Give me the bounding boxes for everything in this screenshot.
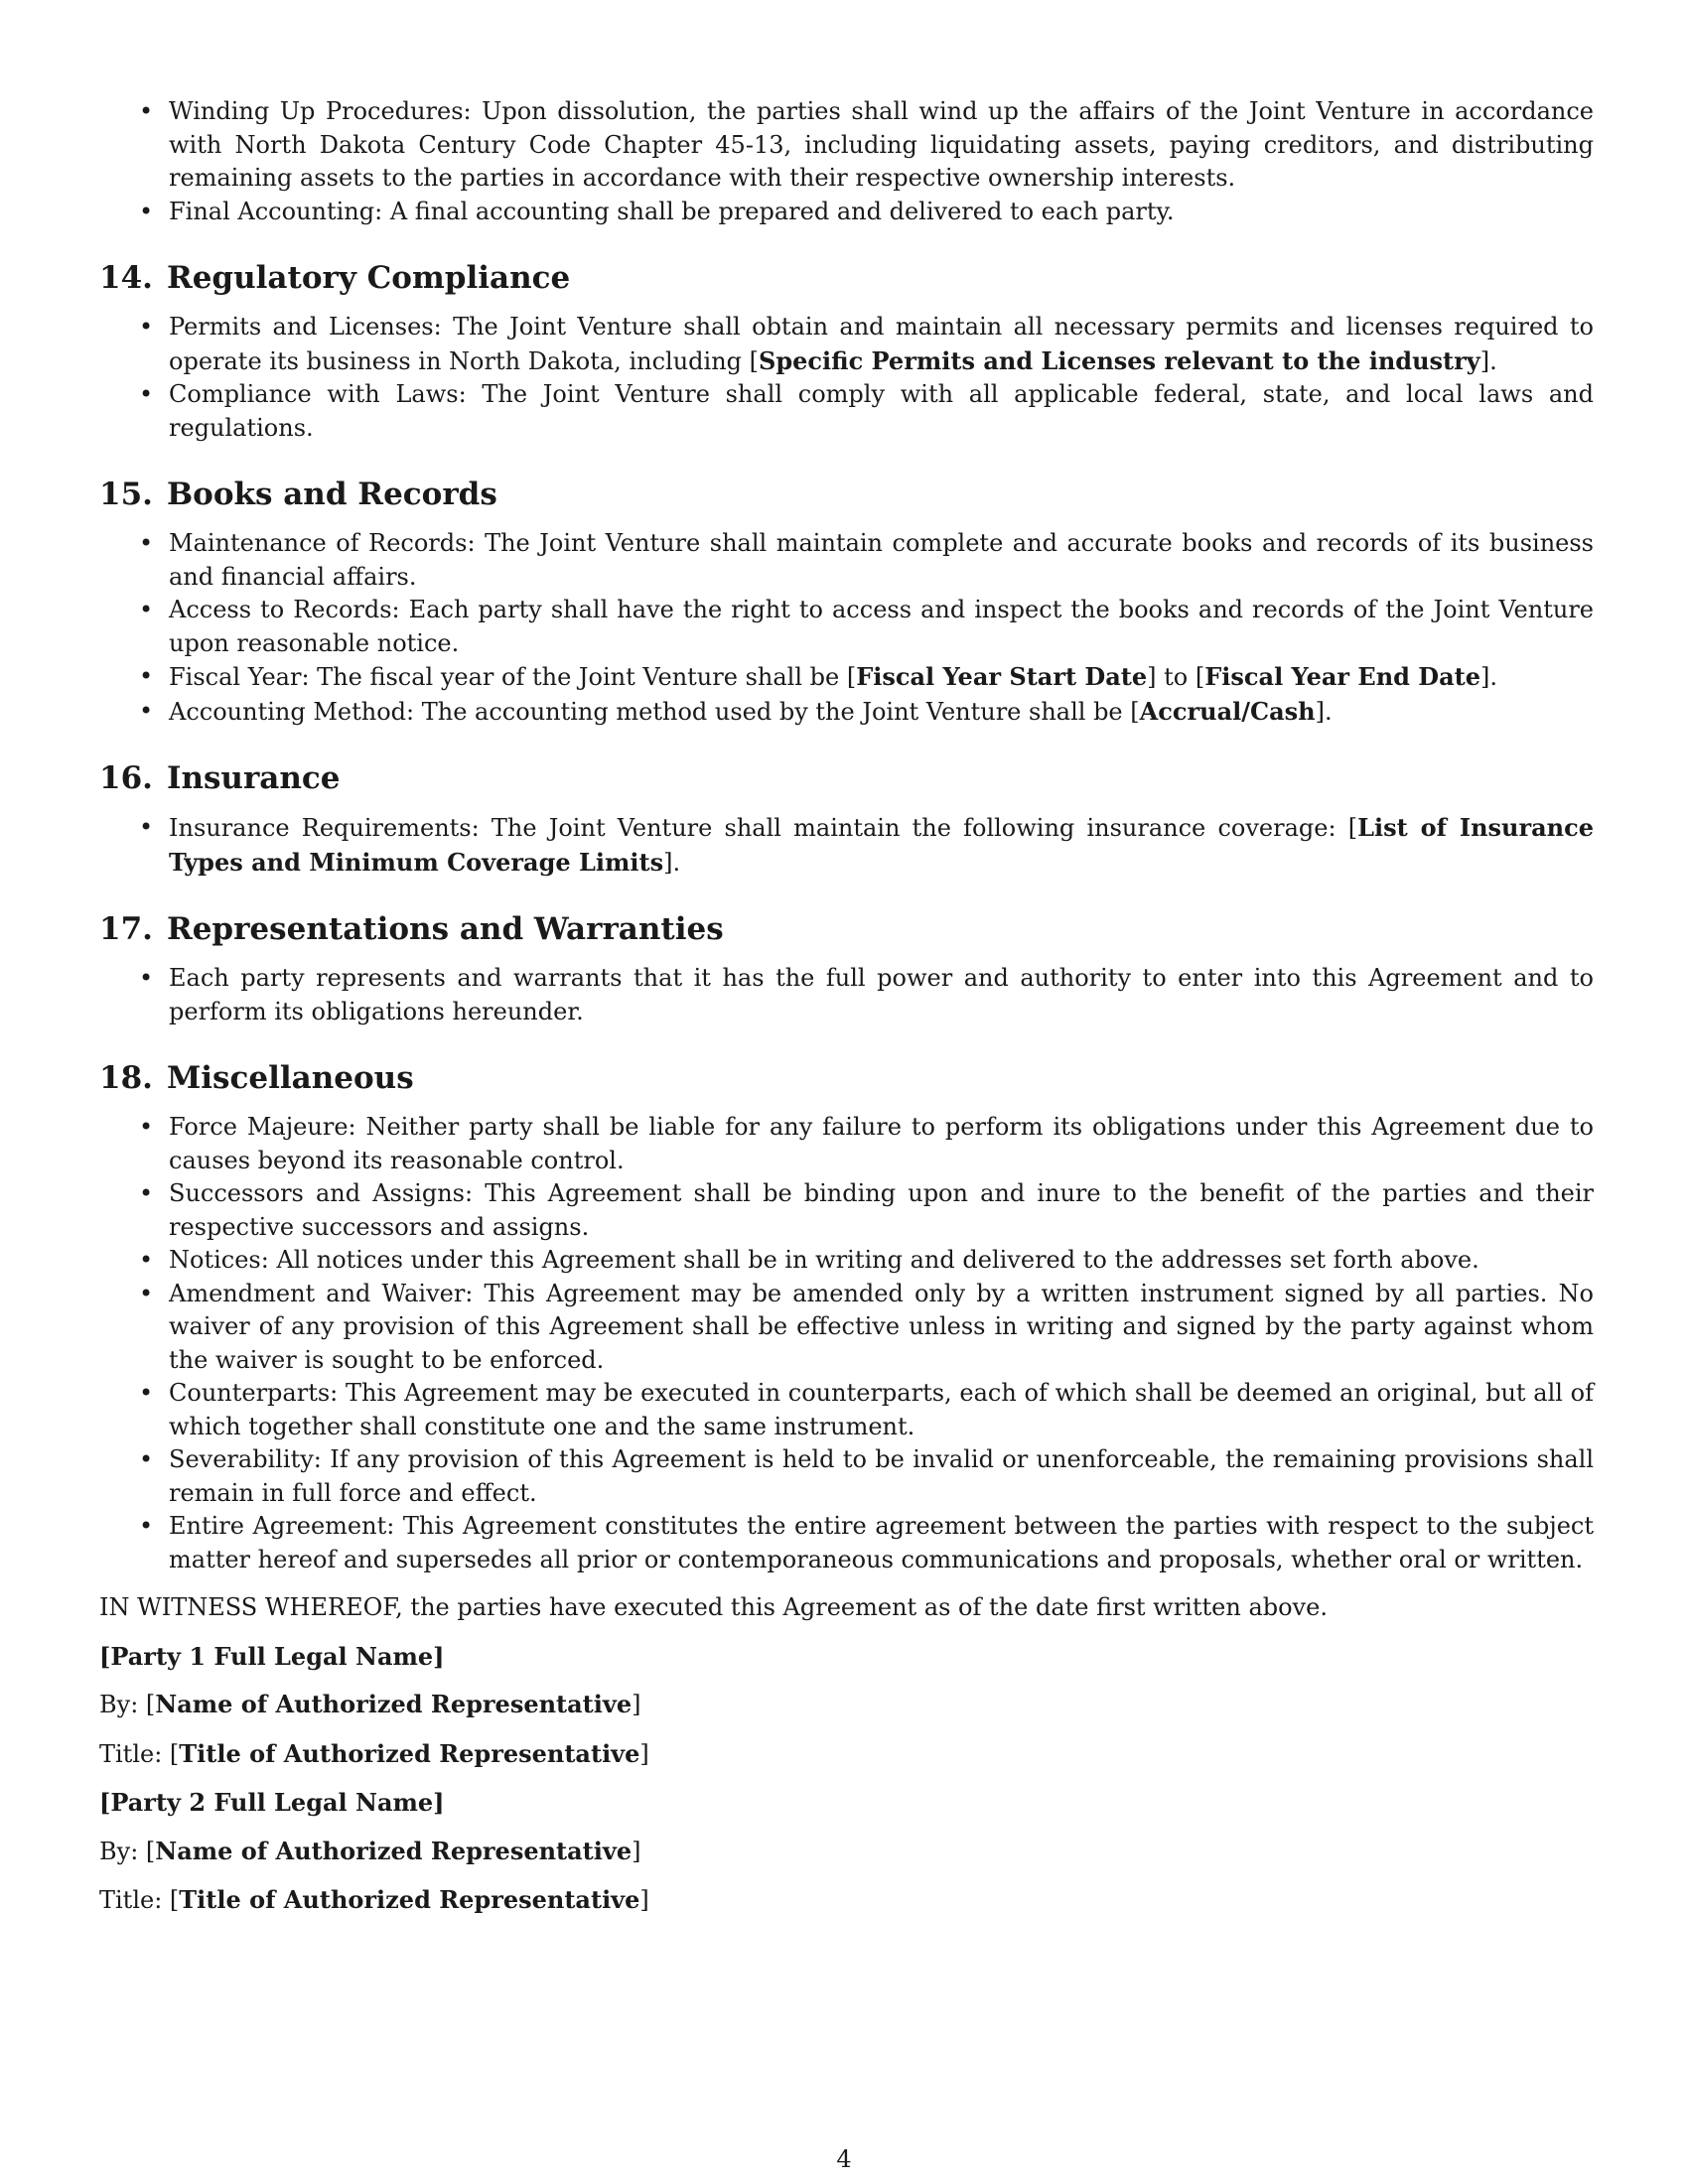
section-heading-insurance xyxy=(99,758,1594,798)
section-heading-books-records xyxy=(99,475,1594,514)
placeholder-rep-name: Name of Authorized Representative xyxy=(155,1836,633,1865)
winding-up-list xyxy=(99,95,1594,228)
bracket: ] xyxy=(632,1837,641,1865)
section-number: 16. xyxy=(99,760,153,796)
bracket: [ xyxy=(169,1739,180,1768)
party-1-by-line xyxy=(99,1688,1594,1722)
insurance-list xyxy=(99,811,1594,880)
list-item-access-records: • Access to Records: Each party shall have the right to access and inspect the books and records of the Joint Venture upon reasonable notice. xyxy=(99,594,1594,660)
list-item-severability: • Severability: If any provision of this Agreement is held to be invalid or unenforceable, the remaining provisions shall remain in full force and effect. xyxy=(99,1443,1594,1510)
party-2-title-line xyxy=(99,1883,1594,1918)
title-label: Title: xyxy=(99,1886,170,1914)
placeholder-fiscal-start: Fiscal Year Start Date xyxy=(856,662,1148,691)
list-item-successors-assigns: • Successors and Assigns: This Agreement shall be binding upon and inure to the benefit of the parties and their respective successors and assigns. xyxy=(99,1177,1594,1244)
item-text: Accounting Method: The accounting method used by the Joint Venture shall be [ xyxy=(169,697,1140,726)
placeholder-permits: Specific Permits and Licenses relevant to the industry xyxy=(759,345,1480,375)
section-heading-representations xyxy=(99,909,1594,949)
list-item-permits-licenses xyxy=(99,311,1594,378)
item-text: ]. xyxy=(1479,346,1497,375)
section-number: 18. xyxy=(99,1060,153,1096)
item-text: Fiscal Year: The fiscal year of the Joint Venture shall be [ xyxy=(169,663,857,691)
party-1-title-line xyxy=(99,1737,1594,1772)
item-text: Insurance Requirements: The Joint Venture shall maintain the following insurance coverage: [ xyxy=(169,814,1358,842)
bracket: [ xyxy=(169,1886,180,1914)
bracket: ] xyxy=(639,1886,649,1914)
placeholder-rep-name: Name of Authorized Representative xyxy=(155,1690,633,1718)
party-2-by-line xyxy=(99,1835,1594,1869)
list-item-force-majeure: • Force Majeure: Neither party shall be liable for any failure to perform its obligations under this Agreement due to causes beyond its reasonable control. xyxy=(99,1111,1594,1177)
list-item-notices: • Notices: All notices under this Agreement shall be in writing and delivered to the addresses set forth above. xyxy=(99,1244,1594,1278)
page-number: 4 xyxy=(836,2145,852,2173)
list-item-representations: • Each party represents and warrants that it has the full power and authority to enter into this Agreement and to perform its obligations hereunder. xyxy=(99,962,1594,1028)
list-item-insurance-requirements xyxy=(99,811,1594,880)
regulatory-compliance-list xyxy=(99,311,1594,445)
placeholder-accounting-method: Accrual/Cash xyxy=(1139,696,1316,726)
by-label: By: xyxy=(99,1837,146,1865)
placeholder-rep-title: Title of Authorized Representative xyxy=(179,1885,640,1914)
bracket: [ xyxy=(145,1837,156,1865)
list-item-fiscal-year xyxy=(99,660,1594,695)
list-item-winding-up: • Winding Up Procedures: Upon dissolution, the parties shall wind up the affairs of the Joint Venture in accordance with North Dakota Century Code Chapter 45-13, including liquidating assets, paying creditors, and distributing remaining assets to the parties in accordance with their respective ownership interests. xyxy=(99,95,1594,196)
by-label: By: xyxy=(99,1691,146,1718)
bracket: [ xyxy=(145,1691,156,1718)
item-text: ]. xyxy=(663,848,681,877)
witness-statement: IN WITNESS WHEREOF, the parties have executed this Agreement as of the date first written above. xyxy=(99,1593,1328,1621)
item-text: ]. xyxy=(1315,697,1333,726)
representations-list xyxy=(99,962,1594,1028)
section-title: Representations and Warranties xyxy=(166,911,724,947)
bracket: ] xyxy=(639,1739,649,1768)
placeholder-rep-title: Title of Authorized Representative xyxy=(179,1738,640,1768)
section-heading-miscellaneous xyxy=(99,1058,1594,1098)
list-item-maintenance-records: • Maintenance of Records: The Joint Venture shall maintain complete and accurate books and records of its business and financial affairs. xyxy=(99,527,1594,594)
item-text: ] to [ xyxy=(1147,663,1205,691)
title-label: Title: xyxy=(99,1739,170,1768)
list-item-accounting-method xyxy=(99,695,1594,730)
party-1-name: [Party 1 Full Legal Name] xyxy=(99,1641,445,1671)
item-text: ]. xyxy=(1480,663,1498,691)
list-item-counterparts: • Counterparts: This Agreement may be executed in counterparts, each of which shall be deemed an original, but all of which together shall constitute one and the same instrument. xyxy=(99,1377,1594,1443)
list-item-final-accounting: • Final Accounting: A final accounting shall be prepared and delivered to each party. xyxy=(99,196,1594,229)
party-2-name: [Party 2 Full Legal Name] xyxy=(99,1788,445,1817)
miscellaneous-list xyxy=(99,1111,1594,1576)
section-title: Books and Records xyxy=(166,477,497,512)
list-item-amendment-waiver: • Amendment and Waiver: This Agreement may be amended only by a written instrument signed by all parties. No waiver of any provision of this Agreement shall be effective unless in writing and signed by the party against whom the waiver is sought to be enforced. xyxy=(99,1278,1594,1378)
document-page xyxy=(99,95,1594,1918)
placeholder-fiscal-end: Fiscal Year End Date xyxy=(1204,662,1481,691)
section-title: Miscellaneous xyxy=(166,1060,414,1096)
item-text: Permits and Licenses: The Joint Venture shall obtain and maintain all necessary permits and licenses required to operate its business in North Dakota, including [ xyxy=(169,313,1594,375)
section-number: 17. xyxy=(99,911,153,947)
list-item-entire-agreement: • Entire Agreement: This Agreement constitutes the entire agreement between the parties with respect to the subject matter hereof and supersedes all prior or contemporaneous communications and proposals, whether oral or written. xyxy=(99,1510,1594,1576)
list-item-compliance-laws: • Compliance with Laws: The Joint Venture shall comply with all applicable federal, state, and local laws and regulations. xyxy=(99,378,1594,445)
bracket: ] xyxy=(632,1691,641,1718)
placeholder-insurance: List of Insurance Types and Minimum Coverage Limits xyxy=(169,813,1595,877)
section-heading-regulatory-compliance xyxy=(99,258,1594,298)
section-title: Insurance xyxy=(166,760,341,796)
section-title: Regulatory Compliance xyxy=(166,260,571,296)
section-number: 14. xyxy=(99,260,153,296)
books-records-list xyxy=(99,527,1594,729)
section-number: 15. xyxy=(99,477,153,512)
